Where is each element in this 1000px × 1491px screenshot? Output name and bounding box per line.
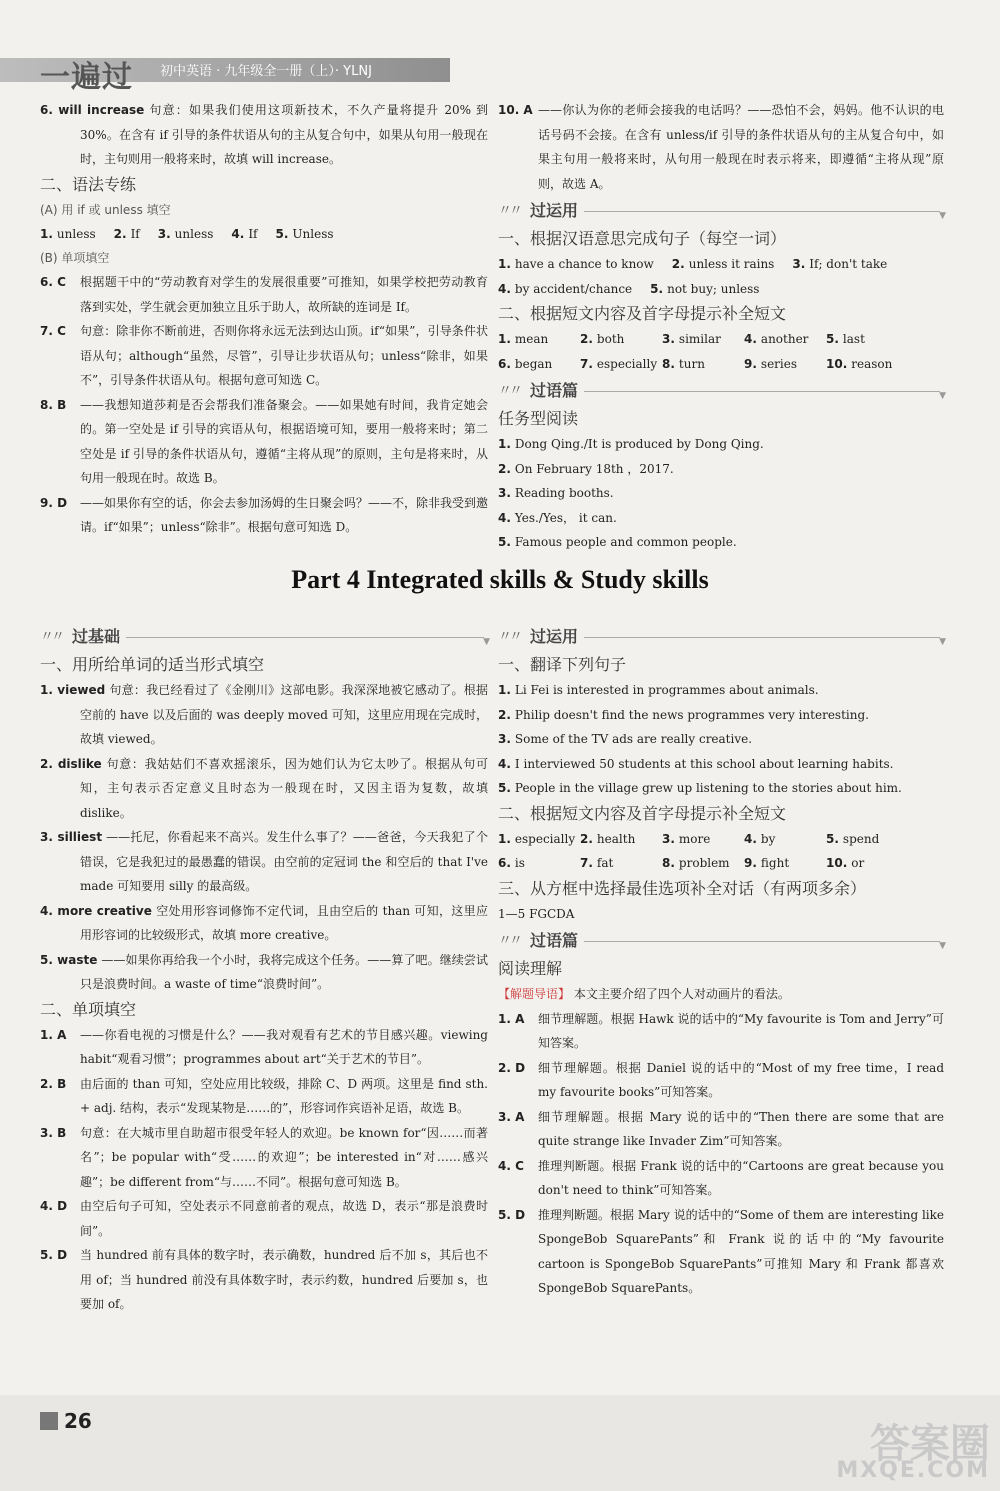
answer-item bbox=[40, 491, 488, 540]
answer-explanation: 由空后句子可知，空处表示不同意前者的观点，故选 D，表示“那是浪费时间”。 bbox=[80, 1199, 488, 1238]
answer-index: 7. bbox=[580, 356, 593, 371]
answer-number: 3. A bbox=[498, 1109, 525, 1124]
answer-pair bbox=[276, 227, 334, 241]
answer-grid bbox=[498, 327, 944, 376]
section-band bbox=[498, 624, 944, 650]
answer-index: 4. bbox=[498, 281, 511, 296]
answer-number: 3. silliest bbox=[40, 830, 103, 844]
answer-explanation: 当 hundred 前有具体的数字时，表示确数，hundred 后不加 s，其后也不用 of；当 hundred 前没有具体数字时，表示约数，hundred 后要加 s，也要加 of。 bbox=[80, 1248, 488, 1311]
section-heading: 一、翻译下列句子 bbox=[498, 655, 627, 674]
answer-row bbox=[40, 222, 488, 247]
answer-index: 2. bbox=[580, 332, 593, 346]
answer-explanation: 根据题干中的“劳动教育对学生的发展很重要”可推知，如果学校把劳动教育落到实处，学生就会更加独立且乐于助人，故所缺的连词是 If。 bbox=[80, 275, 488, 314]
answer-item bbox=[40, 752, 488, 826]
answer-pair bbox=[498, 511, 617, 525]
answer-index: 5. bbox=[498, 781, 511, 795]
answer-value: series bbox=[760, 356, 798, 371]
answer-cell bbox=[498, 327, 580, 352]
answer-explanation: ——你看电视的习惯是什么？——我对观看有艺术的节目感兴趣。viewing habit“观看习惯”；programmes about art“关于艺术的节目”。 bbox=[80, 1027, 488, 1066]
answer-row bbox=[498, 457, 944, 482]
answer-row bbox=[498, 752, 944, 777]
answer-number: 4. more creative bbox=[40, 903, 152, 918]
answer-explanation: ——托尼，你看起来不高兴。发生什么事了？——爸爸，今天我犯了个错误，它是我犯过的最愚蠢的错误。由空前的定冠词 the 和空后的 that I've made 可知要用 silly 的最高级。 bbox=[80, 830, 488, 893]
answer-index: 8. bbox=[662, 856, 675, 870]
section-heading: 三、从方框中选择最佳选项补全对话（有两项多余） bbox=[498, 878, 867, 898]
answer-value: Philip doesn't find the news programmes very interesting. bbox=[514, 707, 869, 722]
answer-value: especially bbox=[596, 356, 658, 371]
answer-grid bbox=[498, 827, 944, 876]
answer-explanation: 句意：如果我们使用这项新技术，不久产量将提升 20% 到 30%。在含有 if 引导的条件状语从句的主从复合句中，如果从句用一般现在时，主句则用一般将来时，故填 will increase。 bbox=[80, 103, 488, 166]
section-band bbox=[498, 198, 944, 224]
answer-cell bbox=[580, 851, 662, 876]
answer-pair bbox=[498, 732, 752, 746]
answer-value: is bbox=[514, 856, 525, 870]
answer-pair bbox=[498, 708, 869, 722]
answer-value: Some of the TV ads are really creative. bbox=[514, 732, 753, 746]
answer-index: 1. bbox=[498, 831, 511, 846]
answer-pair bbox=[498, 257, 654, 271]
band-mark-icon: 〃〃 bbox=[40, 628, 62, 645]
answer-cell bbox=[498, 851, 580, 876]
answer-pair bbox=[498, 462, 674, 476]
answer-pair bbox=[498, 437, 764, 451]
answer-index: 9. bbox=[744, 856, 757, 870]
answer-item bbox=[40, 1121, 488, 1195]
answer-number: 1. A bbox=[498, 1011, 525, 1026]
answer-index: 3. bbox=[157, 226, 171, 241]
answer-number: 3. B bbox=[40, 1125, 67, 1140]
band-label: 过语篇 bbox=[530, 380, 579, 400]
answer-index: 1. bbox=[498, 332, 511, 346]
answer-number: 5. D bbox=[40, 1248, 68, 1262]
answer-item bbox=[498, 1105, 944, 1154]
answer-index: 6. bbox=[498, 856, 511, 870]
answer-item bbox=[40, 825, 488, 899]
answer-value: If; don't take bbox=[809, 257, 888, 271]
answer-value: Reading booths. bbox=[514, 486, 614, 500]
part-title: Part 4 Integrated skills & Study skills bbox=[291, 565, 709, 594]
answer-index: 5. bbox=[275, 226, 289, 241]
answer-pair bbox=[158, 227, 214, 241]
answer-index: 4. bbox=[498, 756, 511, 771]
answer-cell bbox=[662, 352, 744, 377]
answer-cell bbox=[662, 851, 744, 876]
band-mark-icon: 〃〃 bbox=[498, 202, 520, 219]
answer-pair bbox=[498, 535, 737, 549]
answer-number: 6. C bbox=[40, 275, 66, 289]
answer-value: not buy; unless bbox=[667, 281, 760, 296]
band-mark-icon: 〃〃 bbox=[498, 932, 520, 949]
answer-number: 4. D bbox=[40, 1199, 68, 1213]
band-rule bbox=[584, 637, 940, 638]
band-rule bbox=[584, 941, 940, 942]
answer-item bbox=[40, 393, 488, 491]
answer-item bbox=[40, 899, 488, 948]
section-band bbox=[498, 928, 944, 954]
answer-explanation: 句意：我已经看过了《金刚川》这部电影。我深深地被它感动了。根据空前的 have 以及后面的 was deeply moved 可知，这里应用现在完成时，故填 viewed。 bbox=[80, 683, 488, 746]
answer-index: 3. bbox=[792, 257, 806, 271]
section-band bbox=[498, 378, 944, 404]
answer-value: unless bbox=[174, 226, 214, 241]
answer-value: both bbox=[596, 332, 625, 346]
answer-row bbox=[498, 481, 944, 506]
answer-index: 2. bbox=[498, 707, 511, 722]
book-logo: 一遍过 bbox=[40, 60, 133, 95]
answer-item bbox=[498, 1203, 944, 1301]
answer-index: 5. bbox=[498, 535, 511, 549]
watermark-url: MXQE.COM bbox=[836, 1458, 990, 1483]
answer-row bbox=[498, 506, 944, 531]
answer-value: especially bbox=[514, 831, 576, 846]
band-label: 过基础 bbox=[72, 626, 121, 646]
answer-value: health bbox=[596, 831, 636, 846]
answer-index: 2. bbox=[580, 831, 593, 846]
answer-value: reason bbox=[851, 356, 893, 371]
answer-item bbox=[40, 1072, 488, 1121]
answer-pair bbox=[498, 486, 614, 500]
page-number-text: 26 bbox=[64, 1409, 92, 1433]
answer-item bbox=[498, 98, 944, 196]
answer-explanation: 细节理解题。根据 Hawk 说的话中的“My favourite is Tom and Jerry”可知答案。 bbox=[538, 1011, 944, 1050]
answer-pair bbox=[114, 227, 140, 241]
answer-cell bbox=[826, 327, 908, 352]
answer-index: 7. bbox=[580, 856, 593, 870]
section-heading: 二、单项填空 bbox=[40, 999, 137, 1019]
answer-item bbox=[40, 319, 488, 393]
answer-row bbox=[498, 678, 944, 703]
answer-index: 3. bbox=[662, 332, 675, 346]
answer-number: 1. viewed bbox=[40, 683, 106, 697]
answer-cell bbox=[744, 851, 826, 876]
answer-index: 4. bbox=[744, 831, 757, 846]
answer-item bbox=[40, 1023, 488, 1072]
answer-explanation: ——我想知道莎莉是否会帮我们准备聚会。——如果她有时间，我肯定她会的。第一空处是 if 引导的宾语从句，根据语境可知，要用一般将来时；第二空处是 if 引导的条件状语从句，遵循“主将从现”的原则，主句是将来时，从句用一般现在时。故选 B。 bbox=[80, 397, 488, 485]
answer-cell bbox=[498, 827, 580, 852]
answer-explanation: 句意：我姑姑们不喜欢摇滚乐，因为她们认为它太吵了。根据从句可知，主句表示否定意义且时态为一般现在时，又因主语为复数，故填 dislike。 bbox=[80, 756, 488, 820]
answer-explanation: 空处用形容词修饰不定代词，且由空后的 than 可知，这里应用形容词的比较级形式，故填 more creative。 bbox=[80, 903, 488, 942]
answer-index: 10. bbox=[826, 356, 848, 371]
answer-cell bbox=[580, 352, 662, 377]
answer-item bbox=[40, 678, 488, 752]
answer-index: 2. bbox=[671, 257, 685, 271]
answer-index: 4. bbox=[744, 332, 757, 346]
answer-item bbox=[40, 948, 488, 997]
answer-explanation: ——如果你再给我一个小时，我将完成这个任务。——算了吧。继续尝试只是浪费时间。a waste of time“浪费时间”。 bbox=[80, 952, 488, 991]
section-band bbox=[40, 624, 488, 650]
answer-explanation: 句意：在大城市里自助超市很受年轻人的欢迎。be known for“因……而著名”；be popular with“受……的欢迎”；be interested in“对……感兴趣”；be different from“与……不同”。根据句意可知选 B。 bbox=[80, 1125, 488, 1189]
answer-cell bbox=[826, 851, 908, 876]
answer-value: People in the village grew up listening to the stories about him. bbox=[514, 781, 902, 795]
band-label: 过运用 bbox=[530, 626, 579, 646]
answer-explanation: ——你认为你的老师会接我的电话吗？——恐怕不会，妈妈。他不认识的电话号码不会接。在含有 unless/if 引导的条件状语从句的主从复合句中，如果主句用一般将来时，从句用一般现在时表示将来，即遵循“主将从现”原则，故选 A。 bbox=[538, 103, 944, 191]
top-left-column bbox=[40, 98, 488, 540]
answer-row bbox=[498, 703, 944, 728]
answer-value: more bbox=[678, 831, 711, 846]
answer-value: On February 18th ，2017. bbox=[514, 461, 674, 476]
answer-index: 8. bbox=[662, 356, 675, 371]
answer-explanation: 细节理解题。根据 Daniel 说的话中的“Most of my free time，I read my favourite books”可知答案。 bbox=[538, 1060, 944, 1099]
answer-value: Unless bbox=[292, 226, 334, 241]
page-header bbox=[0, 52, 1000, 95]
answer-item bbox=[40, 1243, 488, 1317]
answer-number: 1. A bbox=[40, 1027, 67, 1042]
answer-value: unless it rains bbox=[688, 257, 775, 271]
answer-item bbox=[40, 98, 488, 172]
answer-value: have a chance to know bbox=[514, 257, 654, 271]
answer-index: 5. bbox=[826, 332, 839, 346]
answer-explanation: 推理判断题。根据 Frank 说的话中的“Cartoons are great because you don't need to think”可知答案。 bbox=[538, 1158, 944, 1197]
reading-guide bbox=[498, 982, 944, 1007]
answer-cell bbox=[744, 327, 826, 352]
answer-cell bbox=[744, 827, 826, 852]
answer-number: 10. A bbox=[498, 103, 533, 117]
section-heading: 二、根据短文内容及首字母提示补全短文 bbox=[498, 304, 787, 323]
answer-number: 7. C bbox=[40, 324, 66, 338]
answer-number: 9. D bbox=[40, 495, 68, 510]
answer-number: 2. B bbox=[40, 1076, 67, 1091]
answer-value: spend bbox=[842, 831, 880, 846]
answer-pair bbox=[498, 282, 632, 296]
answer-value: another bbox=[760, 332, 809, 346]
answer-value: Dong Qing./It is produced by Dong Qing. bbox=[514, 437, 764, 451]
section-heading: 任务型阅读 bbox=[498, 409, 579, 428]
top-right-column bbox=[498, 98, 944, 555]
answer-pair bbox=[498, 757, 894, 771]
answer-row bbox=[498, 776, 944, 801]
answer-value: or bbox=[851, 856, 865, 870]
answer-index: 6. bbox=[498, 356, 511, 371]
answer-row bbox=[498, 432, 944, 457]
section-heading: 一、用所给单词的适当形式填空 bbox=[40, 655, 265, 674]
answer-explanation: 细节理解题。根据 Mary 说的话中的“Then there are some that are quite strange like Invader Zim”可知答案。 bbox=[538, 1109, 944, 1148]
book-subtitle: 初中英语 · 九年级全一册（上）· YLNJ bbox=[160, 64, 372, 79]
answer-number: 2. dislike bbox=[40, 756, 102, 771]
answer-cell bbox=[498, 352, 580, 377]
band-label: 过语篇 bbox=[530, 930, 579, 950]
answer-pair bbox=[498, 683, 819, 697]
answer-value: last bbox=[842, 332, 865, 346]
answer-value: similar bbox=[678, 332, 721, 346]
answer-item bbox=[498, 1154, 944, 1203]
answer-index: 1. bbox=[498, 683, 511, 697]
subsection-heading: (A) 用 if 或 unless 填空 bbox=[40, 202, 171, 217]
answer-value: turn bbox=[678, 356, 705, 371]
answer-index: 1. bbox=[498, 437, 511, 451]
watermark-logo: 答案圈 bbox=[870, 1421, 990, 1467]
answer-index: 5. bbox=[650, 281, 664, 296]
answer-index: 4. bbox=[231, 226, 245, 241]
answer-index: 3. bbox=[498, 732, 511, 746]
answer-number: 6. will increase bbox=[40, 103, 145, 117]
band-rule bbox=[584, 211, 940, 212]
answer-explanation: 句意：除非你不断前进，否则你将永远无法到达山顶。if“如果”，引导条件状语从句；although“虽然，尽管”，引导让步状语从句；unless“除非，如果不”，引导条件状语从句。根据句意可知选 C。 bbox=[80, 324, 488, 387]
answer-value: mean bbox=[514, 332, 549, 346]
answer-number: 5. waste bbox=[40, 952, 98, 967]
answer-value: unless bbox=[56, 226, 96, 241]
section-heading: 阅读理解 bbox=[498, 959, 563, 978]
answer-explanation: 推理判断题。根据 Mary 说的话中的“Some of them are interesting like SpongeBob SquarePants”和 Frank 说的话中的“My favourite cartoon is SpongeBob SquarePants”可推知 Mary 和 Frank 都喜欢 SpongeBob SquarePants。 bbox=[538, 1207, 945, 1295]
answer-value: If bbox=[248, 226, 258, 241]
answer-row bbox=[498, 277, 944, 302]
answer-cell bbox=[826, 352, 908, 377]
answer-value: fat bbox=[596, 856, 614, 870]
answer-value: by bbox=[760, 831, 776, 846]
answer-pair bbox=[231, 227, 257, 241]
answer-value: fight bbox=[760, 856, 790, 870]
answer-value: by accident/chance bbox=[514, 281, 633, 296]
answer-index: 3. bbox=[662, 831, 675, 846]
answer-pair bbox=[650, 282, 759, 296]
section-heading: 一、根据汉语意思完成句子（每空一词） bbox=[498, 229, 787, 248]
answer-index: 10. bbox=[826, 856, 848, 870]
answer-cell bbox=[662, 327, 744, 352]
answer-row bbox=[498, 727, 944, 752]
band-rule bbox=[126, 637, 484, 638]
answer-value: If bbox=[130, 226, 140, 241]
answer-value: problem bbox=[678, 856, 730, 870]
answer-cell bbox=[662, 827, 744, 852]
guide-tag: 【解题导语】 bbox=[498, 987, 571, 1001]
answer-index: 2. bbox=[113, 226, 127, 241]
answer-row bbox=[498, 252, 944, 277]
answer-index: 9. bbox=[744, 356, 757, 371]
answer-cell bbox=[580, 827, 662, 852]
answer-row bbox=[498, 530, 944, 555]
bottom-left-column bbox=[40, 622, 488, 1317]
answer-pair bbox=[40, 227, 96, 241]
page-number bbox=[40, 1409, 92, 1433]
answer-item bbox=[498, 1056, 944, 1105]
answer-index: 3. bbox=[498, 486, 511, 500]
answer-pair bbox=[672, 257, 775, 271]
answer-number: 4. C bbox=[498, 1158, 524, 1173]
band-mark-icon: 〃〃 bbox=[498, 628, 520, 645]
answer-index: 5. bbox=[826, 831, 839, 846]
answer-cell bbox=[744, 352, 826, 377]
answer-value: began bbox=[514, 356, 553, 371]
answer-number: 8. B bbox=[40, 397, 67, 412]
answer-index: 1. bbox=[498, 257, 511, 271]
answer-item bbox=[498, 1007, 944, 1056]
answer-value: I interviewed 50 students at this school about learning habits. bbox=[514, 756, 894, 771]
answer-pair bbox=[792, 257, 887, 271]
answer-value: Li Fei is interested in programmes about animals. bbox=[514, 683, 819, 697]
band-label: 过运用 bbox=[530, 200, 579, 220]
bottom-right-column bbox=[498, 622, 944, 1301]
answer-explanation: ——如果你有空的话，你会去参加汤姆的生日聚会吗？——不，除非我受到邀请。if“如果”；unless“除非”。根据句意可知选 D。 bbox=[80, 495, 489, 534]
answer-value: Yes./Yes， it can. bbox=[514, 510, 617, 525]
answer-row: 1—5 FGCDA bbox=[498, 906, 575, 921]
section-heading: 二、语法专练 bbox=[40, 174, 137, 194]
subsection-heading: (B) 单项填空 bbox=[40, 251, 110, 265]
answer-item bbox=[40, 270, 488, 319]
guide-text: 本文主要介绍了四个人对动画片的看法。 bbox=[570, 987, 790, 1001]
answer-cell bbox=[580, 327, 662, 352]
answer-index: 2. bbox=[498, 461, 511, 476]
answer-number: 5. D bbox=[498, 1207, 526, 1222]
section-heading: 二、根据短文内容及首字母提示补全短文 bbox=[498, 803, 787, 823]
answer-explanation: 由后面的 than 可知，空处应用比较级，排除 C、D 两项。这里是 find sth. + adj. 结构，表示“发现某物是……的”，形容词作宾语补足语，故选 B。 bbox=[80, 1076, 488, 1115]
answer-number: 2. D bbox=[498, 1060, 526, 1075]
answer-cell bbox=[826, 827, 908, 852]
band-mark-icon: 〃〃 bbox=[498, 382, 520, 399]
answer-index: 4. bbox=[498, 510, 511, 525]
answer-index: 1. bbox=[40, 226, 53, 241]
answer-value: Famous people and common people. bbox=[514, 535, 737, 549]
answer-item bbox=[40, 1194, 488, 1243]
page-marker-icon bbox=[40, 1412, 58, 1430]
band-rule bbox=[584, 391, 940, 392]
answer-pair bbox=[498, 781, 902, 795]
